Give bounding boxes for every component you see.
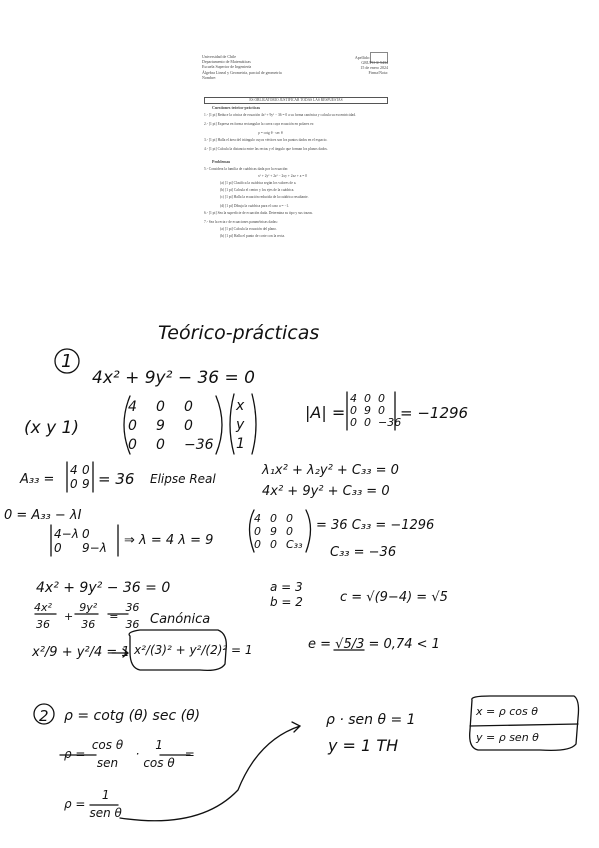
q1-c33-cell: 0: [286, 512, 293, 525]
exam-box-label: Apellido:: [354, 55, 370, 60]
q1-detA-label: |A| =: [305, 403, 346, 422]
q1-eig-cell: 4−λ: [54, 527, 79, 541]
q2-frac-numerator: cos θ: [91, 738, 124, 752]
q1-c33-eq: = 36 C₃₃ = −1296: [316, 518, 435, 533]
q1-boxed-frame: [129, 630, 226, 670]
q2-frac-numerator: 1: [101, 788, 110, 802]
q1-eigen-def: 0 = A₃₃ − λI: [4, 508, 82, 523]
q1-frac-denominator: 36: [81, 618, 96, 631]
q1-conic-type: Elipse Real: [150, 472, 216, 486]
q1-c33-cell: 0: [254, 538, 261, 551]
q2-frac-denominator: sen θ: [89, 806, 122, 820]
q1-step3: x²/9 + y²/4 = 1: [32, 645, 130, 660]
q1-det-cell: 0: [378, 392, 385, 405]
q2-curve-arrow: [120, 722, 300, 821]
q1-matrix-cell: 0: [156, 437, 165, 453]
q1-step1: 4x² + 9y² − 36 = 0: [36, 580, 171, 596]
q1-c33-cell: 0: [270, 538, 277, 551]
exam-question-line: 5.- Considera la familia de cuádricas dada por la ecuación:: [204, 167, 289, 171]
q2-line1: ρ = cotg (θ) sec (θ): [64, 708, 201, 724]
q1-a33-cell: 4: [70, 463, 78, 477]
math-symbol: +: [64, 609, 74, 623]
q1-det-cell: 0: [350, 404, 357, 417]
exam-header-line: Escuela Superior de Ingeniería: [202, 64, 252, 70]
q1-a33-label: A₃₃ =: [20, 472, 55, 487]
q1-right-paren: [216, 396, 222, 454]
q1-frac-numerator: 9y²: [79, 601, 98, 614]
math-symbol: =: [184, 747, 195, 761]
q1-c33-cell: C₃₃: [286, 538, 303, 551]
q1-equation: 4x² + 9y² − 36 = 0: [92, 368, 255, 388]
q1-matrix-cell: 0: [184, 399, 193, 415]
notes-heading: Teórico-prácticas: [158, 322, 320, 344]
q1-matrix-cell: 4: [128, 399, 137, 415]
q1-frac-denominator: 36: [125, 618, 140, 631]
q1-c: c = √(9−4) = √5: [340, 590, 448, 605]
math-symbol: ρ =: [64, 797, 86, 811]
q1-box-arrow: [112, 649, 128, 657]
q1-column-cell: y: [236, 417, 245, 433]
math-symbol: ρ =: [64, 747, 86, 761]
exam-question-line: (d) [1 pt] Dibuja la cuádrica para el caso a = −1.: [220, 204, 290, 208]
q1-c33-cell: 0: [286, 525, 293, 538]
exam-question-line: 2.- [1 pt] Expresa en forma rectangular la curva cuya ecuación en polares es:: [204, 122, 315, 126]
exam-question-line: 1.- [1 pt] Reduce la cónica de ecuación 4x² + 9y² − 36 = 0 a su forma canónica y calcula su excentricidad.: [204, 113, 356, 117]
exam-header-line: Departamento de Matemáticas: [202, 59, 251, 65]
exam-header-line: Universidad de Chile: [202, 54, 236, 59]
q1-a33-value: = 36: [98, 470, 135, 488]
q1-b: b = 2: [270, 595, 303, 609]
exam-question-line: 6.- [1 pt] Sea la superficie de ecuación dada. Determina su tipo y sus trazas.: [204, 211, 313, 215]
math-symbol: =: [109, 609, 119, 623]
q1-eigen-values: ⇒ λ = 4 λ = 9: [124, 533, 214, 548]
exam-question-line: x² + 2y² + 2z² − 2xy + 2xz + a = 0: [258, 174, 307, 178]
exam-header-line: Nombre:: [202, 74, 217, 80]
q2-polar-box-y: y = ρ sen θ: [476, 731, 539, 744]
q2-frac-denominator: cos θ: [143, 756, 175, 770]
q1-c33-cell: 0: [254, 525, 261, 538]
q1-c33-cell: 0: [270, 512, 277, 525]
q1-column-cell: x: [236, 398, 245, 414]
q1-det-cell: 4: [350, 392, 357, 405]
q1-frac-numerator: 36: [125, 601, 140, 614]
exam-question-line: (b) [1 pt] Halla el punto de corte con la recta.: [220, 234, 285, 238]
exam-header-line: GRUPO 3/ 5434: [361, 60, 388, 65]
q1-det-cell: 0: [364, 416, 371, 429]
exam-question-line: 7.- Sea la recta r de ecuaciones paramétricas dadas:: [204, 220, 278, 224]
q1-column-cell: 1: [236, 436, 245, 452]
exam-section-title: Problemas: [212, 160, 231, 164]
exam-header-line: 15 de enero 2024: [360, 65, 388, 71]
q1-a33-cell: 9: [82, 477, 90, 491]
q1-left-paren: [124, 396, 130, 454]
q1-a33-cell: 0: [82, 463, 90, 477]
exam-question-line: (a) [1 pt] Calcula la ecuación del plano.: [220, 227, 277, 231]
q1-c33-left-paren: [250, 510, 255, 552]
q1-eig-cell: 0: [82, 527, 90, 541]
q1-frac-denominator: 36: [36, 618, 50, 631]
q2-polar-box-x: x = ρ cos θ: [476, 705, 538, 718]
q1-det-cell: 9: [364, 404, 371, 417]
q1-a: a = 3: [270, 580, 303, 594]
math-symbol: ·: [135, 747, 140, 761]
exam-question-line: 4.- [1 pt] Calcula la distancia entre las rectas y el ángulo que forman los planos dados.: [204, 147, 328, 151]
q1-det-cell: 0: [378, 404, 385, 417]
q1-detA-value: = −1296: [400, 404, 469, 422]
q2-polar-box: [470, 696, 579, 750]
exam-header-line: Firma/Nota:: [368, 70, 388, 76]
q2-number: 2: [39, 707, 49, 725]
q1-frac-numerator: 4x²: [34, 601, 52, 614]
q2-number-circle: [34, 704, 54, 724]
q1-col-right-paren: [252, 394, 256, 454]
exam-question-line: (a) [1 pt] Clasifica la cuádrica según los valores de a.: [220, 181, 297, 185]
q1-c33-cell: 9: [270, 525, 277, 538]
q1-boxed-result: x²/(3)² + y²/(2)² = 1: [134, 643, 253, 657]
q1-det-cell: −36: [378, 416, 402, 429]
q1-matrix-cell: −36: [184, 437, 214, 453]
q1-e: e = √5/3 = 0,74 < 1: [308, 637, 440, 652]
q1-c33-right-paren: [306, 510, 311, 552]
q1-matrix-cell: 0: [128, 418, 137, 434]
exam-question-line: (c) [1 pt] Halla la ecuación reducida de la cuádrica resultante.: [220, 195, 309, 199]
q2-frac-denominator: sen: [96, 756, 119, 770]
q1-number: 1: [61, 351, 73, 372]
q1-reduced-1: λ₁x² + λ₂y² + C₃₃ = 0: [262, 463, 399, 478]
q1-matrix-cell: 0: [184, 418, 193, 434]
q1-row-vector: (x y 1): [24, 418, 80, 438]
exam-question-line: ρ = cotg θ · sec θ: [258, 131, 283, 135]
q2-polar-box-divider: [470, 724, 578, 726]
q1-eig-cell: 9−λ: [82, 541, 107, 555]
q1-c33-value: C₃₃ = −36: [330, 545, 397, 560]
q1-canonical-label: Canónica: [150, 612, 211, 627]
q1-reduced-2: 4x² + 9y² + C₃₃ = 0: [262, 484, 390, 499]
q2-result2: y = 1 TH: [328, 736, 399, 755]
q1-c33-cell: 4: [254, 512, 261, 525]
q1-a33-cell: 0: [70, 477, 78, 491]
q1-det-cell: 0: [364, 392, 371, 405]
q1-matrix-cell: 0: [128, 437, 137, 453]
q1-number-circle: [55, 349, 79, 373]
q1-matrix-cell: 9: [156, 418, 165, 434]
q1-matrix-cell: 0: [156, 399, 165, 415]
exam-header-line: Álgebra Lineal y Geometría, parcial de geometría: [202, 69, 282, 75]
q2-frac-numerator: 1: [155, 738, 163, 752]
q1-col-left-paren: [230, 394, 234, 454]
exam-instructions: ES OBLIGATORIO JUSTIFICAR TODAS LAS RESPUESTAS: [204, 97, 388, 104]
q1-eig-cell: 0: [54, 541, 62, 555]
q1-det-cell: 0: [350, 416, 357, 429]
exam-section-title: Cuestiones teórico-prácticas: [212, 106, 261, 110]
exam-question-line: 3.- [1 pt] Halla el área del triángulo cuyos vértices son los puntos dados en el espacio.: [204, 138, 328, 142]
q2-result1: ρ · sen θ = 1: [326, 712, 416, 728]
exam-question-line: (b) [1 pt] Calcula el centro y los ejes de la cuádrica.: [220, 188, 295, 192]
